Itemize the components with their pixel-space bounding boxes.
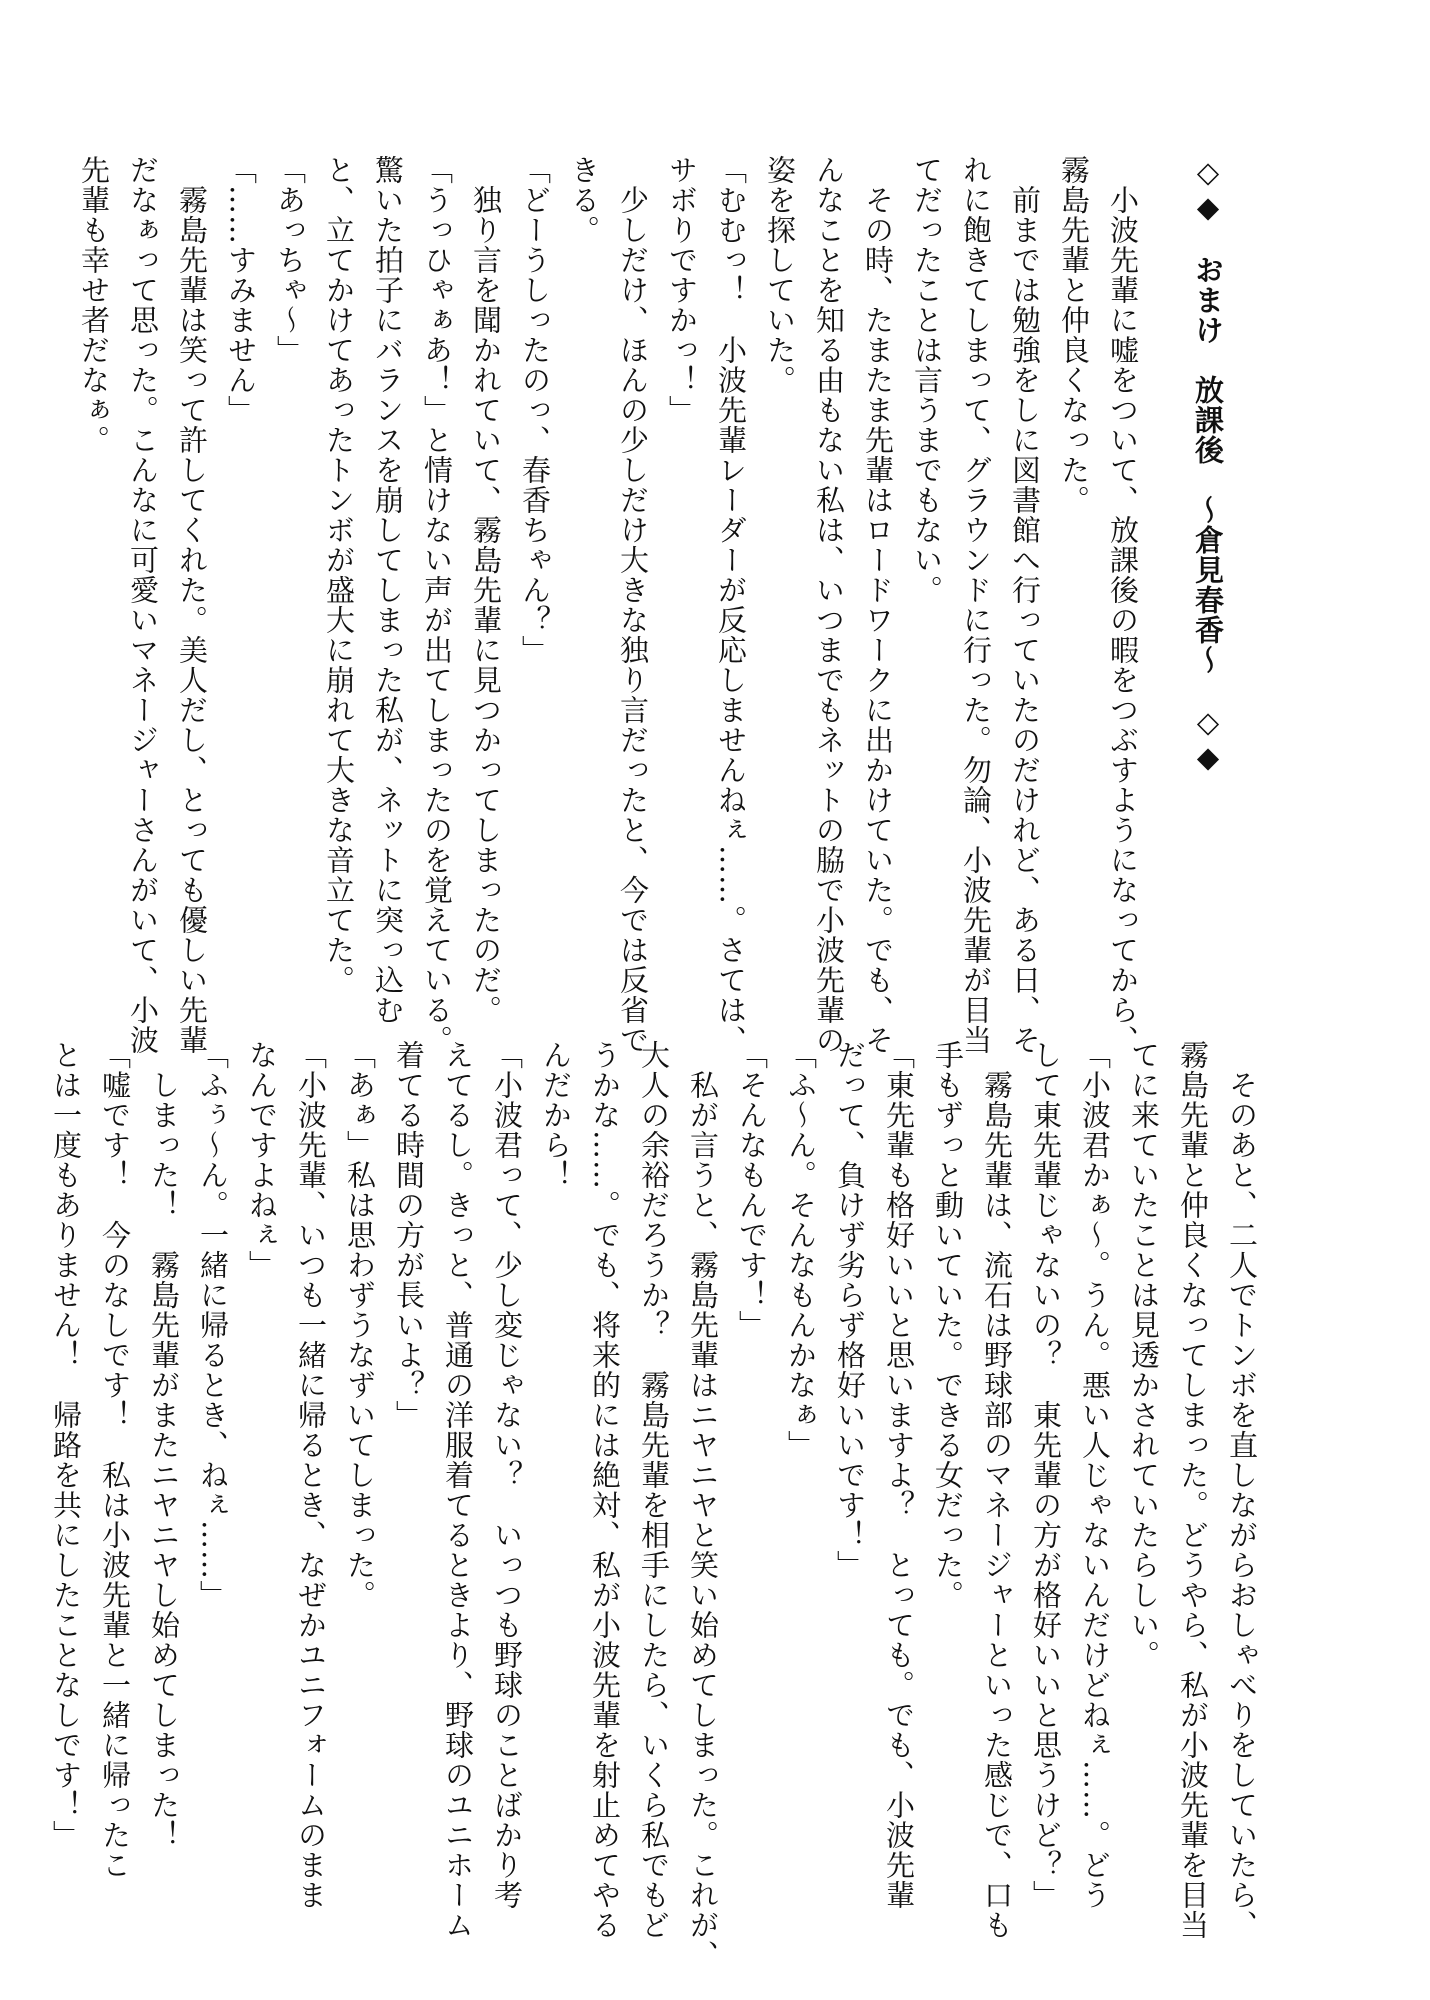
lower-text-line-8: 「東先輩も格好いいと思いますよ？ とっても。でも、小波先輩 — [882, 1040, 916, 1910]
lower-text-line-4: 「小波君かぁ～。うん。悪い人じゃないんだけどねぇ……。どう — [1078, 1040, 1112, 1910]
upper-text-line-15: 「うっひゃぁあ！」と情けない声が出てしまったのを覚えている。 — [420, 155, 454, 1055]
upper-text-line-18: 「あっちゃ～」 — [273, 155, 307, 365]
title-gap — [1147, 155, 1165, 925]
upper-text-line-20: 霧島先輩は笑って許してくれた。美人だし、とっても優しい先輩 — [175, 155, 209, 1055]
upper-text-line-4: れに飽きてしまって、グラウンドに行った。勿論、小波先輩が目当 — [959, 155, 993, 1055]
lower-text-line-15: んだから！ — [539, 1040, 573, 1190]
lower-text-line-20: 「小波先輩、いつも一緒に帰るとき、なぜかユニフォームのまま — [294, 1040, 328, 1910]
lower-text-line-17: えてるし。きっと、普通の洋服着てるときより、野球のユニホーム — [441, 1040, 475, 1940]
lower-text-line-11: 「そんなもんです！」 — [735, 1040, 769, 1340]
upper-text-line-14: 独り言を聞かれていて、霧島先輩に見つかってしまったのだ。 — [469, 155, 503, 1025]
lower-text-line-5: して東先輩じゃないの？ 東先輩の方が格好いいと思うけど？」 — [1029, 1040, 1063, 1910]
lower-text-line-6: 霧島先輩は、流石は野球部のマネージャーといった感じで、口も — [980, 1040, 1014, 1940]
lower-text-line-2: 霧島先輩と仲良くなってしまった。どうやら、私が小波先輩を目当 — [1176, 1040, 1210, 1940]
upper-text-line-16: 驚いた拍子にバランスを崩してしまった私が、ネットに突っ込む — [371, 155, 405, 1025]
lower-text-line-19: 「あぁ」私は思わずうなずいてしまった。 — [343, 1040, 377, 1610]
upper-text-line-11: 少しだけ、ほんの少しだけ大きな独り言だったと、今では反省で — [616, 155, 650, 1055]
upper-text-line-17: と、立てかけてあったトンボが盛大に崩れて大きな音立てた。 — [322, 155, 356, 995]
lower-text-line-7: 手もずっと動いていた。できる女だった。 — [931, 1040, 965, 1610]
lower-text-line-14: うかな……。でも、将来的には絶対、私が小波先輩を射止めてやる — [588, 1040, 622, 1940]
lower-text-section — [41, 1040, 1266, 1970]
upper-text-line-10: サボりですかっ！」 — [665, 155, 699, 425]
lower-text-line-13: 大人の余裕だろうか？ 霧島先輩を相手にしたら、いくら私でもど — [637, 1040, 671, 1940]
upper-text-line-22: 先輩も幸せ者だなぁ。 — [77, 155, 111, 455]
upper-text-line-5: てだったことは言うまでもない。 — [910, 155, 944, 605]
lower-text-line-3: てに来ていたことは見透かされていたらしい。 — [1127, 1040, 1161, 1670]
lower-text-line-25: とは一度もありません！ 帰路を共にしたことなしです！」 — [49, 1040, 83, 1850]
upper-text-line-8: 姿を探していた。 — [763, 155, 797, 395]
section-title: ◇◆ おまけ 放課後 ～倉見春香～ ◇◆ — [1191, 155, 1225, 775]
upper-text-line-12: きる。 — [567, 155, 601, 245]
lower-text-line-18: 着てる時間の方が長いよ？」 — [392, 1040, 426, 1430]
lower-text-line-16: 「小波君って、少し変じゃない？ いっつも野球のことばかり考 — [490, 1040, 524, 1910]
upper-text-line-9: 「むむっ！ 小波先輩レーダーが反応しませんねぇ……。さては、 — [714, 155, 748, 1055]
lower-text-line-1: そのあと、二人でトンボを直しながらおしゃべりをしていたら、 — [1225, 1040, 1259, 1940]
upper-text-line-7: んなことを知る由もない私は、いつまでもネットの脇で小波先輩の — [812, 155, 846, 1055]
upper-text-section — [69, 155, 1232, 1055]
lower-text-line-24: 「嘘です！ 今のなしです！ 私は小波先輩と一緒に帰ったこ — [98, 1040, 132, 1880]
upper-text-line-2: 霧島先輩と仲良くなった。 — [1057, 155, 1091, 515]
lower-text-line-12: 私が言うと、霧島先輩はニヤニヤと笑い始めてしまった。これが、 — [686, 1040, 720, 1970]
upper-text-line-19: 「……すみません」 — [224, 155, 258, 425]
upper-text-line-1: 小波先輩に嘘をついて、放課後の暇をつぶすようになってから、 — [1106, 155, 1140, 1055]
lower-text-line-10: 「ふ～ん。そんなもんかなぁ」 — [784, 1040, 818, 1460]
lower-text-line-9: だって、負けず劣らず格好いいです！」 — [833, 1040, 867, 1580]
upper-text-line-13: 「どーうしったのっ、春香ちゃん？」 — [518, 155, 552, 665]
upper-text-line-3: 前までは勉強をしに図書館へ行っていたのだけれど、ある日、そ — [1008, 155, 1042, 1055]
upper-text-line-21: だなぁって思った。こんなに可愛いマネージャーさんがいて、小波 — [126, 155, 160, 1055]
lower-text-line-22: 「ふぅ～ん。一緒に帰るとき、ねぇ……」 — [196, 1040, 230, 1610]
lower-text-line-23: しまった！ 霧島先輩がまたニヤニヤし始めてしまった！ — [147, 1040, 181, 1850]
lower-text-line-21: なんですよねぇ」 — [245, 1040, 279, 1280]
upper-text-line-6: その時、たまたま先輩はロードワークに出かけていた。でも、そ — [861, 155, 895, 1055]
